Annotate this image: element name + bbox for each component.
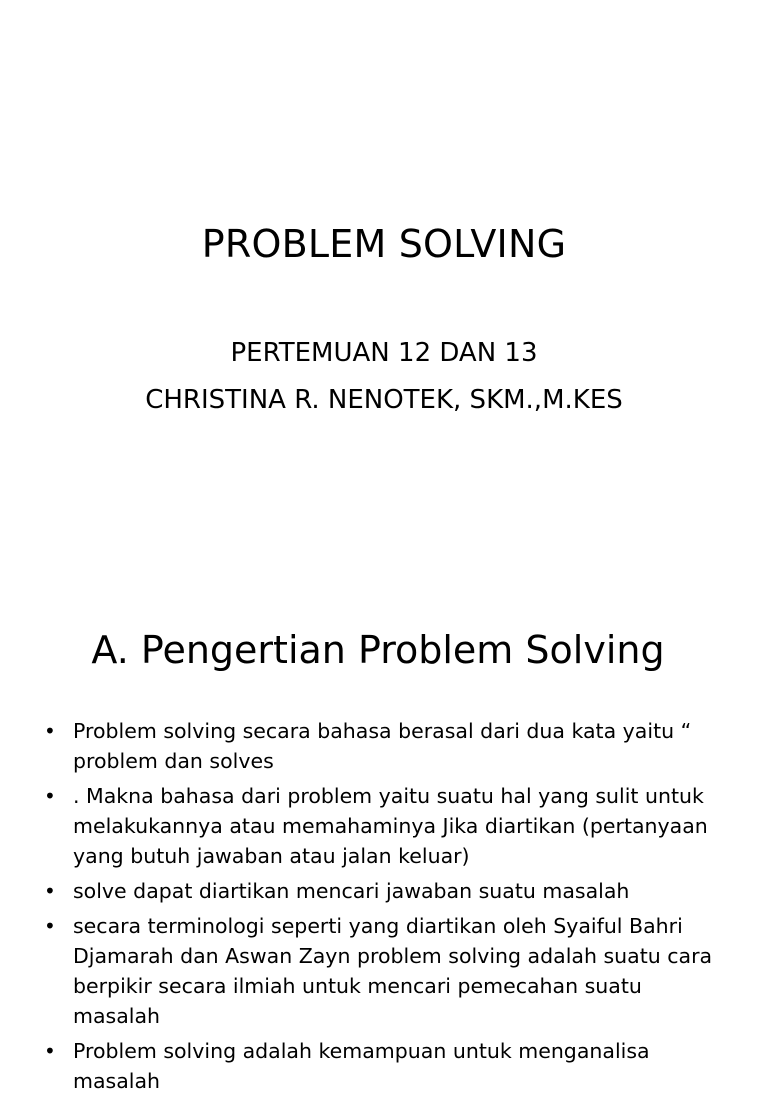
slide-definition xyxy=(0,576,768,1093)
bullet-item xyxy=(44,1036,734,1096)
bullet-item xyxy=(44,876,734,906)
bullet-item xyxy=(44,716,734,776)
bullet-icon: • xyxy=(44,879,56,903)
bullet-text: solve dapat diartikan mencari jawaban suatu masalah xyxy=(73,879,630,903)
author-subtitle: CHRISTINA R. NENOTEK, SKM.,M.KES xyxy=(145,385,623,415)
bullet-item xyxy=(44,911,734,1031)
bullet-list xyxy=(44,716,734,1101)
bullet-icon: • xyxy=(44,1039,56,1063)
bullet-text: secara terminologi seperti yang diartikan oleh Syaiful Bahri Djamarah dan Aswan Zayn problem solving adalah suatu cara berpikir secara ilmiah untuk mencari pemecahan suatu masalah xyxy=(73,914,713,1028)
bullet-text: . Makna bahasa dari problem yaitu suatu hal yang sulit untuk melakukannya atau memahaminya Jika diartikan (pertanyaan yang butuh jawaban atau jalan keluar) xyxy=(73,784,708,868)
section-heading: A. Pengertian Problem Solving xyxy=(91,628,665,672)
bullet-text: Problem solving secara bahasa berasal dari dua kata yaitu “ problem dan solves xyxy=(73,719,692,773)
bullet-icon: • xyxy=(44,914,56,938)
meeting-subtitle: PERTEMUAN 12 DAN 13 xyxy=(230,338,538,368)
bullet-item xyxy=(44,781,734,871)
presentation-title: PROBLEM SOLVING xyxy=(201,222,567,266)
bullet-icon: • xyxy=(44,784,56,808)
bullet-icon: • xyxy=(44,719,56,743)
bullet-text: Problem solving adalah kemampuan untuk menganalisa masalah xyxy=(73,1039,650,1093)
